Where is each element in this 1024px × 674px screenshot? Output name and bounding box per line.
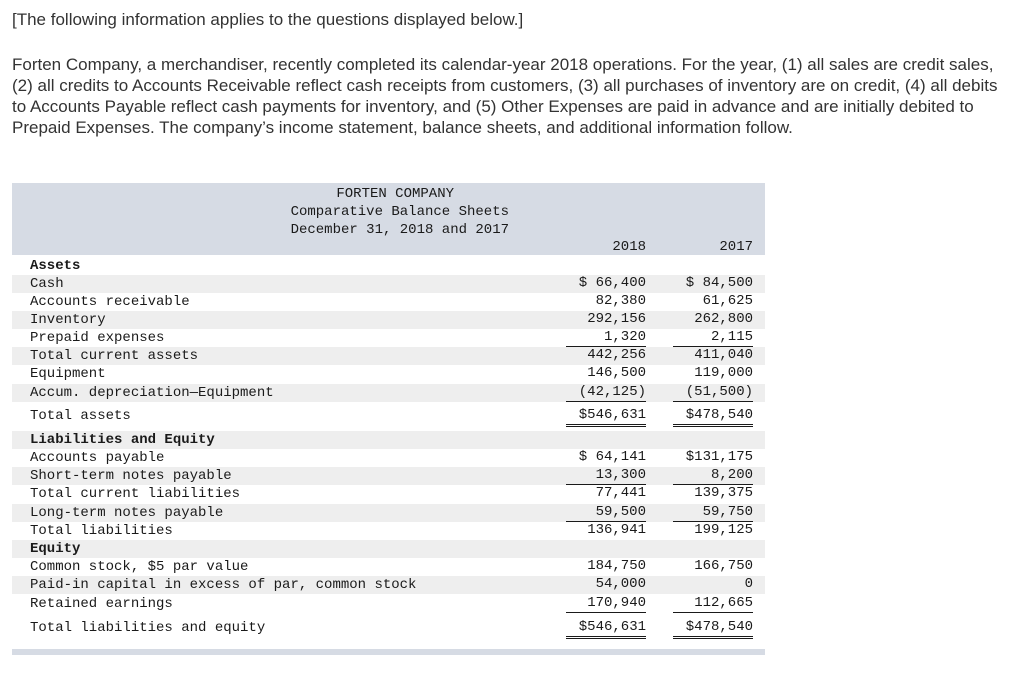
value-2017: 139,375 <box>694 485 753 501</box>
intro-paragraph: Forten Company, a merchandiser, recently completed its calendar-year 2018 operations. For the year, (1) all sales are credit sales, (2) all credits to Accounts Receivable reflect cash receipts from customers, (3) all purchases of inventory are on credit, (4) all debits to Accounts Payable reflect cash payments for inventory, and (5) Other Expenses are paid in advance and are initially debited to Prepaid Expenses. The company’s income statement, balance sheets, and additional information follow. <box>12 55 998 137</box>
value-2017: 2,115 <box>673 329 753 347</box>
value-2017: 166,750 <box>694 558 753 574</box>
value-2018: (42,125) <box>566 384 646 402</box>
column-header-2018: 2018 <box>612 239 646 255</box>
statement-date: December 31, 2018 and 2017 <box>290 222 509 238</box>
value-2018: 184,750 <box>587 558 646 574</box>
row-short-term-notes <box>12 467 765 485</box>
row-label: Total current assets <box>30 348 199 364</box>
value-2018: 1,320 <box>566 329 646 347</box>
row-label: Accounts receivable <box>30 294 190 310</box>
row-inventory <box>12 311 765 329</box>
value-2017: 199,125 <box>694 522 753 538</box>
value-2018: 82,380 <box>595 293 646 309</box>
row-label: Cash <box>30 276 64 292</box>
row-label: Total liabilities <box>30 523 173 539</box>
row-label: Equipment <box>30 366 106 382</box>
value-2017: $ 84,500 <box>685 275 753 291</box>
value-2018: $ 64,141 <box>578 449 646 465</box>
value-2018: $ 66,400 <box>578 275 646 291</box>
value-2017: 61,625 <box>702 293 753 309</box>
value-2017: 119,000 <box>694 365 753 381</box>
value-2017: $478,540 <box>673 619 753 639</box>
value-2017: (51,500) <box>673 384 753 402</box>
row-label: Short-term notes payable <box>30 468 232 484</box>
intro-label: [The following information applies to the questions displayed below.] <box>12 10 524 29</box>
value-2018: $546,631 <box>566 619 646 639</box>
company-name: FORTEN COMPANY <box>336 186 454 202</box>
row-label: Long-term notes payable <box>30 505 224 521</box>
row-label: Accounts payable <box>30 450 165 466</box>
value-2017: 8,200 <box>673 467 753 485</box>
row-total-liabilities-equity <box>12 619 765 637</box>
row-prepaid-expenses <box>12 329 765 347</box>
row-assets-heading <box>12 257 765 275</box>
row-total-liabilities <box>12 522 765 540</box>
value-2017: 411,040 <box>694 347 753 363</box>
row-equity-heading <box>12 540 765 558</box>
row-label: Retained earnings <box>30 596 173 612</box>
value-2018: 13,300 <box>566 467 646 485</box>
row-label: Equity <box>30 541 81 557</box>
row-label: Liabilities and Equity <box>30 432 215 448</box>
row-common-stock <box>12 558 765 576</box>
value-2018: 59,500 <box>566 504 646 522</box>
value-2017: 112,665 <box>673 595 753 613</box>
row-label: Prepaid expenses <box>30 330 165 346</box>
row-long-term-notes <box>12 504 765 522</box>
row-accounts-receivable <box>12 293 765 311</box>
row-label: Paid-in capital in excess of par, common stock <box>30 577 417 593</box>
row-cash <box>12 275 765 293</box>
row-accounts-payable <box>12 449 765 467</box>
value-2017: 262,800 <box>694 311 753 327</box>
table-footer-band <box>12 649 765 655</box>
statement-title: Comparative Balance Sheets <box>290 204 509 220</box>
row-label: Accum. depreciation—Equipment <box>30 385 274 401</box>
value-2018: 77,441 <box>595 485 646 501</box>
value-2018: 136,941 <box>587 522 646 538</box>
row-label: Total assets <box>30 408 131 424</box>
value-2018: 292,156 <box>587 311 646 327</box>
value-2018: 170,940 <box>566 595 646 613</box>
value-2018: $546,631 <box>566 407 646 427</box>
row-label: Total liabilities and equity <box>30 620 266 636</box>
row-label: Assets <box>30 258 81 274</box>
column-header-2017: 2017 <box>719 239 753 255</box>
row-total-current-liabilities <box>12 485 765 503</box>
value-2018: 146,500 <box>587 365 646 381</box>
row-label: Inventory <box>30 312 106 328</box>
value-2018: 54,000 <box>595 576 646 592</box>
row-label: Common stock, $5 par value <box>30 559 249 575</box>
balance-sheet-table <box>12 183 765 655</box>
row-total-assets <box>12 407 765 425</box>
row-accum-depreciation <box>12 384 765 402</box>
row-liabilities-equity-heading <box>12 431 765 449</box>
row-retained-earnings <box>12 595 765 613</box>
value-2018: 442,256 <box>587 347 646 363</box>
row-total-current-assets <box>12 347 765 365</box>
value-2017: $478,540 <box>673 407 753 427</box>
value-2017: 0 <box>744 576 753 592</box>
row-paid-in-capital <box>12 576 765 594</box>
row-label: Total current liabilities <box>30 486 241 502</box>
value-2017: 59,750 <box>673 504 753 522</box>
row-equipment <box>12 365 765 383</box>
value-2017: $131,175 <box>685 449 753 465</box>
